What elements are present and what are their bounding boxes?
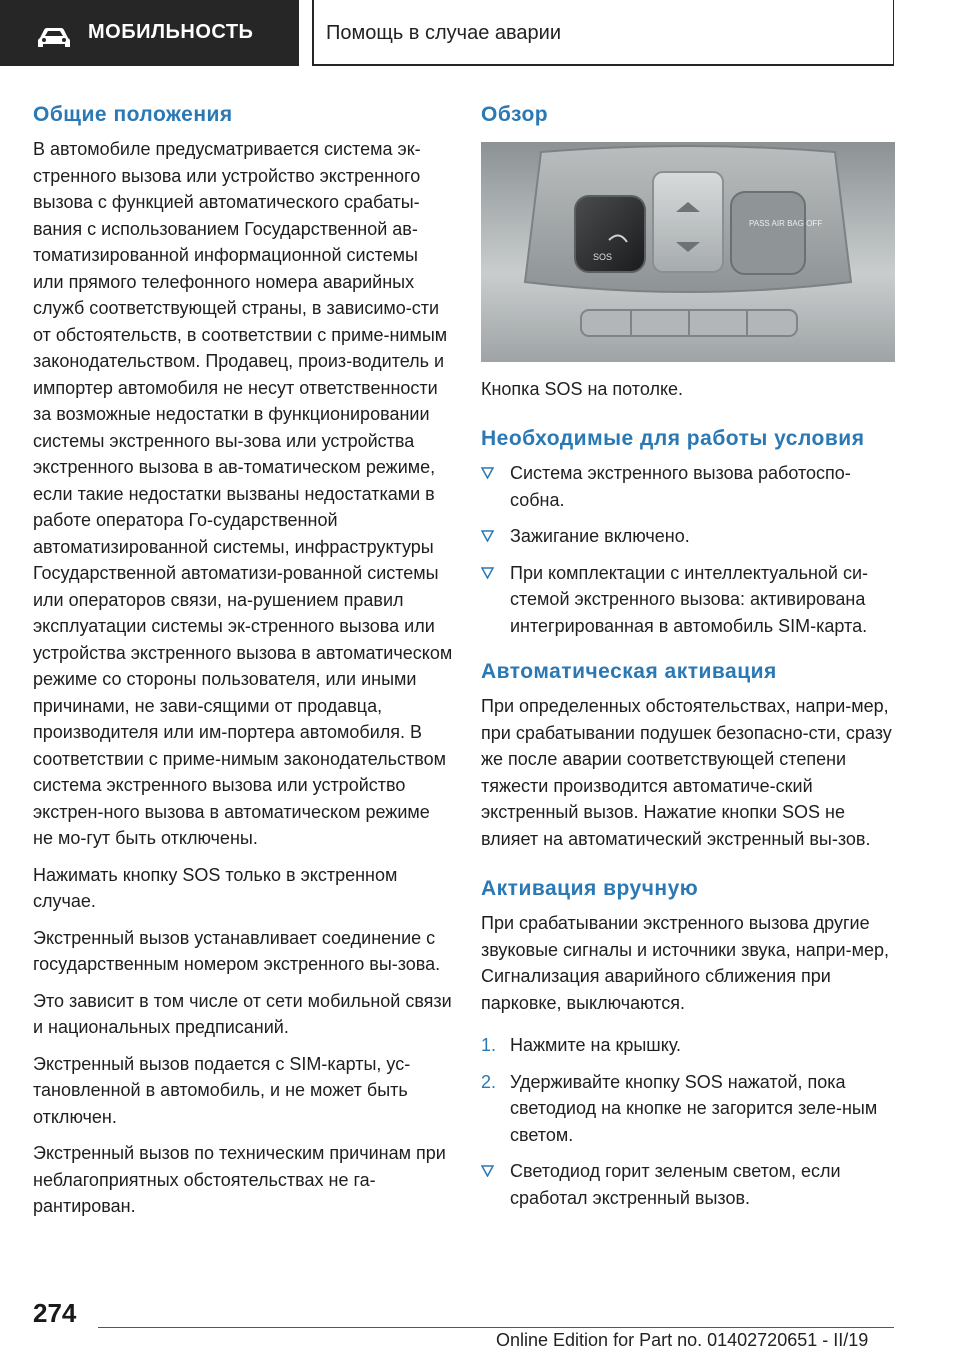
footer-divider: [98, 1327, 894, 1328]
result-list: [481, 1158, 901, 1211]
header-divider: [312, 0, 314, 66]
condition-text: Зажигание включено.: [510, 526, 690, 546]
list-item: [481, 560, 901, 640]
paragraph: Экстренный вызов устанавливает соединение с государственным номером экстренного вы-зова.: [33, 927, 441, 974]
manual-activation-text: При срабатывании экстренного вызова другие звуковые сигналы и источники звука, напри-мер, Сигнализация аварийного сближения при парковке, выключаются.: [481, 913, 889, 1013]
triangle-bullet-icon: [481, 567, 494, 579]
airbag-label: PASS AIR BAG OFF: [749, 219, 823, 228]
right-column: [481, 100, 901, 1229]
header-underline: [312, 64, 894, 66]
left-column: [33, 100, 453, 1230]
auto-activation-text: При определенных обстоятельствах, напри-мер, при срабатывании подушек безопасно-сти, сразу же после аварии соответствующей степени тяжести производится автоматиче-ский экстренный вызов. Нажатие кнопки SOS не влияет на автоматический экстренный вы-зов.: [481, 696, 892, 849]
paragraph: В автомобиле предусматривается система эк-стренного вызова или устройство экстренного вызова с функцией автоматического срабаты-вания с использованием Государственной ав-томатизированной информационной системы или прямого телефонного номера аварийных служб соответствующей страны, в зависимо-сти от обстоятельств, в соответствии с приме-нимым законодательством. Продавец, произ-водитель и импортер автомобиля не несут ответственности за возможные недостатки в функционировании системы экстренного вы-зова или устройства экстренного вызова в ав-томатическом режиме, если такие недостатки вызваны недостатками в работе оператора Го-сударственной автоматизированной системы, инфраструктуры Государственной автоматизи-рованной системы или операторов связи, на-рушением правил эксплуатации системы эк-стренного вызова или устройства экстренного вызова в автоматическом режиме со стороны пользователя, или иными причинами, не зави-сящими от продавца, производителя или им-портера автомобиля. В соответствии с приме-нимым законодательством система экстренного вызова или устройство экстрен-ного вызова в автоматическом режиме не мо-гут быть отключены.: [33, 139, 453, 848]
list-item: [481, 1069, 901, 1149]
list-item: [481, 1032, 901, 1059]
sos-button-photo: [481, 142, 895, 362]
page-number: 274: [33, 1298, 77, 1328]
conditions-list: [481, 460, 901, 639]
condition-text: При комплектации с интеллектуальной си-стемой экстренного вызова: активирована интегрированная в автомобиль SIM-карта.: [510, 562, 869, 636]
triangle-bullet-icon: [481, 530, 494, 542]
section-header: [0, 0, 299, 66]
photo-caption: Кнопка SOS на потолке.: [481, 379, 684, 399]
step-text: Удерживайте кнопку SOS нажатой, пока светодиод на кнопке не загорится зеле-ным светом.: [510, 1071, 878, 1145]
list-item: [481, 460, 901, 513]
auto-activation-heading: Автоматическая активация: [481, 660, 777, 683]
step-number: 2.: [481, 1071, 497, 1092]
paragraph: Экстренный вызов подается с SIM-карты, ус-тановленной в автомобиль, и не может быть отключен.: [33, 1053, 411, 1127]
paragraph: Нажимать кнопку SOS только в экстренном случае.: [33, 864, 398, 911]
paragraph: Это зависит в том числе от сети мобильной связи и национальных предписаний.: [33, 990, 452, 1037]
header-right-border: [893, 0, 894, 66]
step-number: 1.: [481, 1035, 497, 1055]
sos-label: SOS: [593, 252, 613, 262]
list-item: [481, 523, 901, 550]
condition-text: Система экстренного вызова работоспо-собна.: [510, 463, 851, 510]
result-text: Светодиод горит зеленым светом, если сработал экстренный вызов.: [510, 1161, 841, 1208]
step-text: Нажмите на крышку.: [510, 1035, 682, 1055]
page-title: Помощь в случае аварии: [326, 22, 561, 44]
paragraph: Экстренный вызов по техническим причинам при неблагоприятных обстоятельствах не га-рантирован.: [33, 1143, 446, 1216]
triangle-bullet-icon: [481, 1165, 494, 1177]
footer-edition: Online Edition for Part no. 01402720651 - II/19: [496, 1330, 869, 1350]
list-item: [481, 1158, 901, 1211]
triangle-bullet-icon: [481, 467, 494, 479]
section-label: МОБИЛЬНОСТЬ: [88, 21, 254, 43]
overview-heading: Обзор: [481, 103, 549, 126]
general-heading: Общие положения: [33, 103, 233, 126]
steps-list: [481, 1032, 901, 1148]
car-icon: [37, 27, 71, 49]
conditions-heading: Необходимые для работы условия: [481, 427, 865, 450]
manual-activation-heading: Активация вручную: [481, 877, 699, 900]
